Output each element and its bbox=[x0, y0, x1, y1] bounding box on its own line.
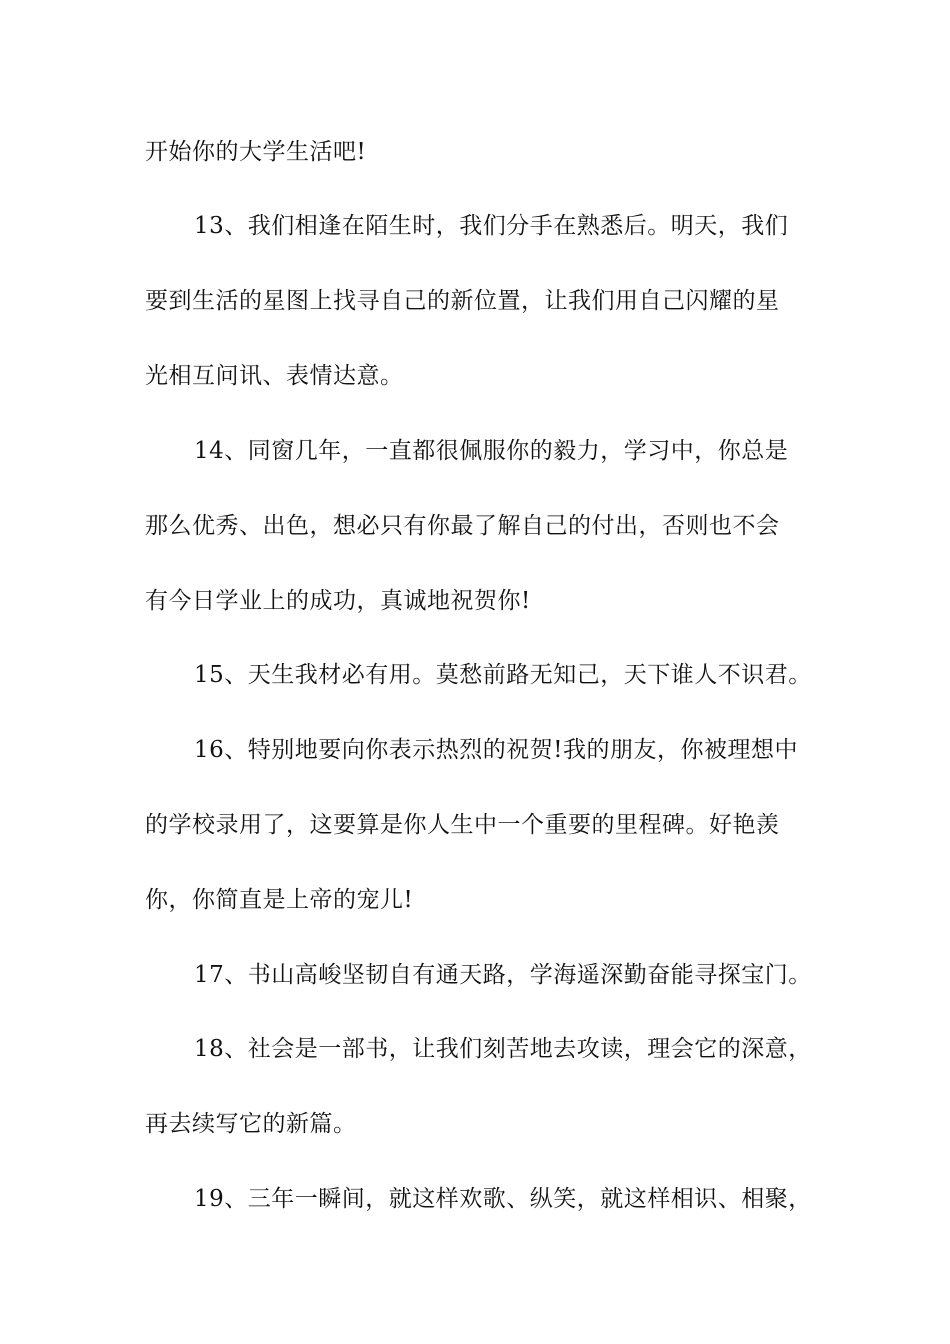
paragraph-13-line-3: 光相互问讯、表情达意。 bbox=[145, 363, 404, 389]
paragraph-14-line-2: 那么优秀、出色，想必只有你最了解自己的付出，否则也不会 bbox=[145, 513, 780, 539]
paragraph-17-line-1: 17、书山高峻坚韧自有通天路，学海遥深勤奋能寻探宝门。 bbox=[194, 962, 812, 988]
paragraph-16-line-2: 的学校录用了，这要算是你人生中一个重要的里程碑。好艳羡 bbox=[145, 812, 780, 838]
paragraph-14-line-1: 14、同窗几年，一直都很佩服你的毅力，学习中，你总是 bbox=[194, 438, 789, 464]
paragraph-15-line-1: 15、天生我材必有用。莫愁前路无知己，天下谁人不识君。 bbox=[194, 662, 812, 688]
paragraph-18-line-2: 再去续写它的新篇。 bbox=[145, 1111, 357, 1137]
paragraph-18-line-1: 18、社会是一部书，让我们刻苦地去攻读，理会它的深意， bbox=[194, 1036, 812, 1062]
paragraph-13-line-1: 13、我们相逢在陌生时，我们分手在熟悉后。明天，我们 bbox=[194, 213, 789, 239]
paragraph-16-line-3: 你，你简直是上帝的宠儿! bbox=[145, 887, 414, 913]
paragraph-16-line-1: 16、特别地要向你表示热烈的祝贺!我的朋友，你被理想中 bbox=[194, 737, 799, 763]
paragraph-13-line-2: 要到生活的星图上找寻自己的新位置，让我们用自己闪耀的星 bbox=[145, 288, 780, 314]
paragraph-19-line-1: 19、三年一瞬间，就这样欢歌、纵笑，就这样相识、相聚， bbox=[194, 1186, 812, 1212]
text-line: 开始你的大学生活吧! bbox=[145, 139, 367, 165]
paragraph-14-line-3: 有今日学业上的成功，真诚地祝贺你! bbox=[145, 588, 531, 614]
